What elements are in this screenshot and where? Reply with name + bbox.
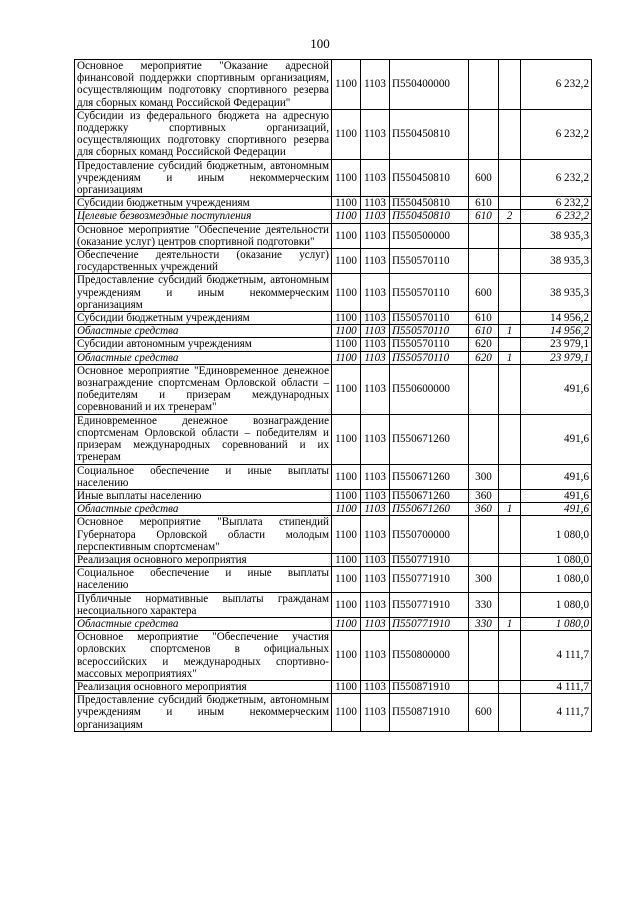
row-amount: 491,6 <box>521 414 592 464</box>
row-target-article: П550871910 <box>390 680 469 693</box>
row-section: 1100 <box>332 159 361 197</box>
row-expense-type <box>469 680 499 693</box>
row-target-article: П550500000 <box>390 223 469 248</box>
row-section: 1100 <box>332 503 361 516</box>
row-target-article: П550871910 <box>390 694 469 732</box>
row-target-article: П550570110 <box>390 312 469 325</box>
row-funding-source: 2 <box>499 210 521 223</box>
row-subsection: 1103 <box>361 274 390 312</box>
table-row <box>75 592 592 617</box>
table-row <box>75 364 592 414</box>
table-row <box>75 617 592 630</box>
row-funding-source: 1 <box>499 351 521 364</box>
row-target-article: П550570110 <box>390 325 469 338</box>
row-subsection: 1103 <box>361 338 390 351</box>
row-expense-type: 620 <box>469 338 499 351</box>
row-subsection: 1103 <box>361 249 390 274</box>
row-funding-source: 1 <box>499 325 521 338</box>
row-section: 1100 <box>332 553 361 566</box>
row-expense-type <box>469 516 499 554</box>
row-section: 1100 <box>332 60 361 110</box>
row-target-article: П550450810 <box>390 210 469 223</box>
row-subsection: 1103 <box>361 553 390 566</box>
row-funding-source <box>499 567 521 592</box>
row-name: Основное мероприятие "Единовременное денежное вознаграждение спортсменам Орловской области – победителям и призерам международных соревнований и их тренерам" <box>75 364 332 414</box>
row-subsection: 1103 <box>361 325 390 338</box>
row-name: Предоставление субсидий бюджетным, автономным учреждениям и иным некоммерческим организациям <box>75 274 332 312</box>
row-subsection: 1103 <box>361 631 390 681</box>
row-subsection: 1103 <box>361 414 390 464</box>
row-funding-source <box>499 159 521 197</box>
row-subsection: 1103 <box>361 60 390 110</box>
row-target-article: П550450810 <box>390 197 469 210</box>
row-expense-type <box>469 60 499 110</box>
row-funding-source <box>499 109 521 159</box>
row-expense-type <box>469 631 499 681</box>
row-name: Основное мероприятие "Оказание адресной финансовой поддержки спортивным организациям, осуществляющим подготовку спортивного резерва для сборных команд Российской Федерации" <box>75 60 332 110</box>
row-amount: 6 232,2 <box>521 60 592 110</box>
row-amount: 4 111,7 <box>521 680 592 693</box>
row-amount: 23 979,1 <box>521 351 592 364</box>
row-amount: 491,6 <box>521 503 592 516</box>
row-funding-source: 1 <box>499 503 521 516</box>
row-name: Единовременное денежное вознаграждение спортсменам Орловской области – победителям и призерам международных соревнований и их тренерам <box>75 414 332 464</box>
row-funding-source <box>499 680 521 693</box>
row-expense-type: 620 <box>469 351 499 364</box>
row-expense-type: 610 <box>469 197 499 210</box>
row-name: Основное мероприятие "Обеспечение участия орловских спортсменов в официальных всероссийских и международных спортивно-массовых мероприятиях" <box>75 631 332 681</box>
table-row <box>75 274 592 312</box>
row-funding-source <box>499 274 521 312</box>
row-expense-type: 600 <box>469 274 499 312</box>
row-section: 1100 <box>332 464 361 489</box>
table-row <box>75 567 592 592</box>
row-funding-source <box>499 338 521 351</box>
row-name: Областные средства <box>75 617 332 630</box>
row-funding-source <box>499 553 521 566</box>
row-target-article: П550570110 <box>390 351 469 364</box>
table-row <box>75 414 592 464</box>
row-target-article: П550450810 <box>390 159 469 197</box>
row-name: Иные выплаты населению <box>75 489 332 502</box>
row-name: Реализация основного мероприятия <box>75 680 332 693</box>
row-amount: 6 232,2 <box>521 159 592 197</box>
row-funding-source <box>499 631 521 681</box>
row-subsection: 1103 <box>361 197 390 210</box>
row-amount: 1 080,0 <box>521 553 592 566</box>
row-name: Субсидии автономным учреждениям <box>75 338 332 351</box>
row-amount: 6 232,2 <box>521 109 592 159</box>
table-row <box>75 312 592 325</box>
table-row <box>75 60 592 110</box>
row-section: 1100 <box>332 364 361 414</box>
row-funding-source <box>499 694 521 732</box>
row-amount: 38 935,3 <box>521 249 592 274</box>
row-name: Субсидии из федерального бюджета на адресную поддержку спортивных организаций, осуществляющих подготовку спортивного резерва для сборных команд Российской Федерации <box>75 109 332 159</box>
table-row <box>75 197 592 210</box>
row-funding-source <box>499 364 521 414</box>
row-name: Целевые безвозмездные поступления <box>75 210 332 223</box>
row-target-article: П550570110 <box>390 274 469 312</box>
row-amount: 38 935,3 <box>521 223 592 248</box>
row-target-article: П550700000 <box>390 516 469 554</box>
row-section: 1100 <box>332 325 361 338</box>
row-section: 1100 <box>332 567 361 592</box>
row-expense-type: 300 <box>469 567 499 592</box>
row-subsection: 1103 <box>361 503 390 516</box>
row-section: 1100 <box>332 197 361 210</box>
row-expense-type <box>469 414 499 464</box>
row-name: Предоставление субсидий бюджетным, автономным учреждениям и иным некоммерческим организациям <box>75 694 332 732</box>
table-row <box>75 223 592 248</box>
table-body <box>75 60 592 732</box>
row-name: Социальное обеспечение и иные выплаты населению <box>75 464 332 489</box>
row-expense-type: 330 <box>469 592 499 617</box>
row-expense-type: 610 <box>469 312 499 325</box>
row-section: 1100 <box>332 631 361 681</box>
row-expense-type <box>469 553 499 566</box>
row-name: Публичные нормативные выплаты гражданам несоциального характера <box>75 592 332 617</box>
table-row <box>75 694 592 732</box>
row-name: Областные средства <box>75 351 332 364</box>
row-expense-type: 360 <box>469 489 499 502</box>
row-expense-type: 610 <box>469 325 499 338</box>
row-subsection: 1103 <box>361 567 390 592</box>
row-name: Субсидии бюджетным учреждениям <box>75 197 332 210</box>
row-expense-type: 610 <box>469 210 499 223</box>
row-target-article: П550671260 <box>390 489 469 502</box>
row-section: 1100 <box>332 249 361 274</box>
table-row <box>75 631 592 681</box>
row-section: 1100 <box>332 312 361 325</box>
row-subsection: 1103 <box>361 516 390 554</box>
row-expense-type: 600 <box>469 159 499 197</box>
table-row <box>75 553 592 566</box>
row-name: Областные средства <box>75 325 332 338</box>
row-target-article: П550771910 <box>390 567 469 592</box>
row-subsection: 1103 <box>361 351 390 364</box>
row-amount: 6 232,2 <box>521 210 592 223</box>
row-subsection: 1103 <box>361 617 390 630</box>
row-section: 1100 <box>332 351 361 364</box>
row-section: 1100 <box>332 223 361 248</box>
row-target-article: П550570110 <box>390 338 469 351</box>
row-funding-source <box>499 414 521 464</box>
row-section: 1100 <box>332 210 361 223</box>
row-funding-source <box>499 312 521 325</box>
row-amount: 491,6 <box>521 489 592 502</box>
row-target-article: П550671260 <box>390 464 469 489</box>
row-section: 1100 <box>332 516 361 554</box>
row-subsection: 1103 <box>361 464 390 489</box>
row-target-article: П550450810 <box>390 109 469 159</box>
row-expense-type <box>469 223 499 248</box>
row-expense-type <box>469 249 499 274</box>
row-subsection: 1103 <box>361 159 390 197</box>
row-amount: 1 080,0 <box>521 516 592 554</box>
row-amount: 23 979,1 <box>521 338 592 351</box>
table-row <box>75 503 592 516</box>
row-subsection: 1103 <box>361 312 390 325</box>
table-row <box>75 489 592 502</box>
row-target-article: П550771910 <box>390 592 469 617</box>
row-amount: 6 232,2 <box>521 197 592 210</box>
row-subsection: 1103 <box>361 694 390 732</box>
row-name: Областные средства <box>75 503 332 516</box>
table-row <box>75 249 592 274</box>
row-funding-source: 1 <box>499 617 521 630</box>
row-section: 1100 <box>332 694 361 732</box>
row-funding-source <box>499 223 521 248</box>
row-subsection: 1103 <box>361 109 390 159</box>
row-section: 1100 <box>332 274 361 312</box>
row-amount: 1 080,0 <box>521 617 592 630</box>
row-expense-type: 300 <box>469 464 499 489</box>
row-target-article: П550671260 <box>390 503 469 516</box>
row-subsection: 1103 <box>361 364 390 414</box>
row-amount: 38 935,3 <box>521 274 592 312</box>
budget-table <box>74 59 592 732</box>
row-target-article: П550400000 <box>390 60 469 110</box>
row-funding-source <box>499 197 521 210</box>
row-amount: 14 956,2 <box>521 312 592 325</box>
row-target-article: П550800000 <box>390 631 469 681</box>
row-section: 1100 <box>332 414 361 464</box>
row-section: 1100 <box>332 338 361 351</box>
row-expense-type: 600 <box>469 694 499 732</box>
table-row <box>75 338 592 351</box>
row-subsection: 1103 <box>361 223 390 248</box>
row-amount: 491,6 <box>521 364 592 414</box>
row-subsection: 1103 <box>361 210 390 223</box>
row-section: 1100 <box>332 592 361 617</box>
row-amount: 4 111,7 <box>521 631 592 681</box>
row-amount: 1 080,0 <box>521 567 592 592</box>
row-name: Реализация основного мероприятия <box>75 553 332 566</box>
table-row <box>75 109 592 159</box>
row-target-article: П550671260 <box>390 414 469 464</box>
row-expense-type: 330 <box>469 617 499 630</box>
row-name: Субсидии бюджетным учреждениям <box>75 312 332 325</box>
row-funding-source <box>499 592 521 617</box>
row-expense-type <box>469 109 499 159</box>
row-name: Предоставление субсидий бюджетным, автономным учреждениям и иным некоммерческим организациям <box>75 159 332 197</box>
table-row <box>75 516 592 554</box>
row-amount: 14 956,2 <box>521 325 592 338</box>
row-subsection: 1103 <box>361 489 390 502</box>
row-subsection: 1103 <box>361 680 390 693</box>
table-row <box>75 351 592 364</box>
row-amount: 4 111,7 <box>521 694 592 732</box>
row-name: Основное мероприятие "Обеспечение деятельности (оказание услуг) центров спортивной подготовки" <box>75 223 332 248</box>
row-target-article: П550771910 <box>390 553 469 566</box>
table-row <box>75 464 592 489</box>
row-amount: 491,6 <box>521 464 592 489</box>
row-section: 1100 <box>332 489 361 502</box>
row-expense-type: 360 <box>469 503 499 516</box>
row-funding-source <box>499 516 521 554</box>
row-subsection: 1103 <box>361 592 390 617</box>
row-name: Основное мероприятие "Выплата стипендий Губернатора Орловской области молодым перспективным спортсменам" <box>75 516 332 554</box>
row-amount: 1 080,0 <box>521 592 592 617</box>
table-row <box>75 210 592 223</box>
table-row <box>75 159 592 197</box>
row-target-article: П550771910 <box>390 617 469 630</box>
row-section: 1100 <box>332 617 361 630</box>
row-funding-source <box>499 489 521 502</box>
row-section: 1100 <box>332 109 361 159</box>
row-target-article: П550570110 <box>390 249 469 274</box>
row-target-article: П550600000 <box>390 364 469 414</box>
row-expense-type <box>469 364 499 414</box>
row-section: 1100 <box>332 680 361 693</box>
row-funding-source <box>499 249 521 274</box>
row-name: Обеспечение деятельности (оказание услуг) государственных учреждений <box>75 249 332 274</box>
page-number: 100 <box>310 36 330 51</box>
row-funding-source <box>499 464 521 489</box>
row-name: Социальное обеспечение и иные выплаты населению <box>75 567 332 592</box>
table-row <box>75 325 592 338</box>
row-funding-source <box>499 60 521 110</box>
table-row <box>75 680 592 693</box>
